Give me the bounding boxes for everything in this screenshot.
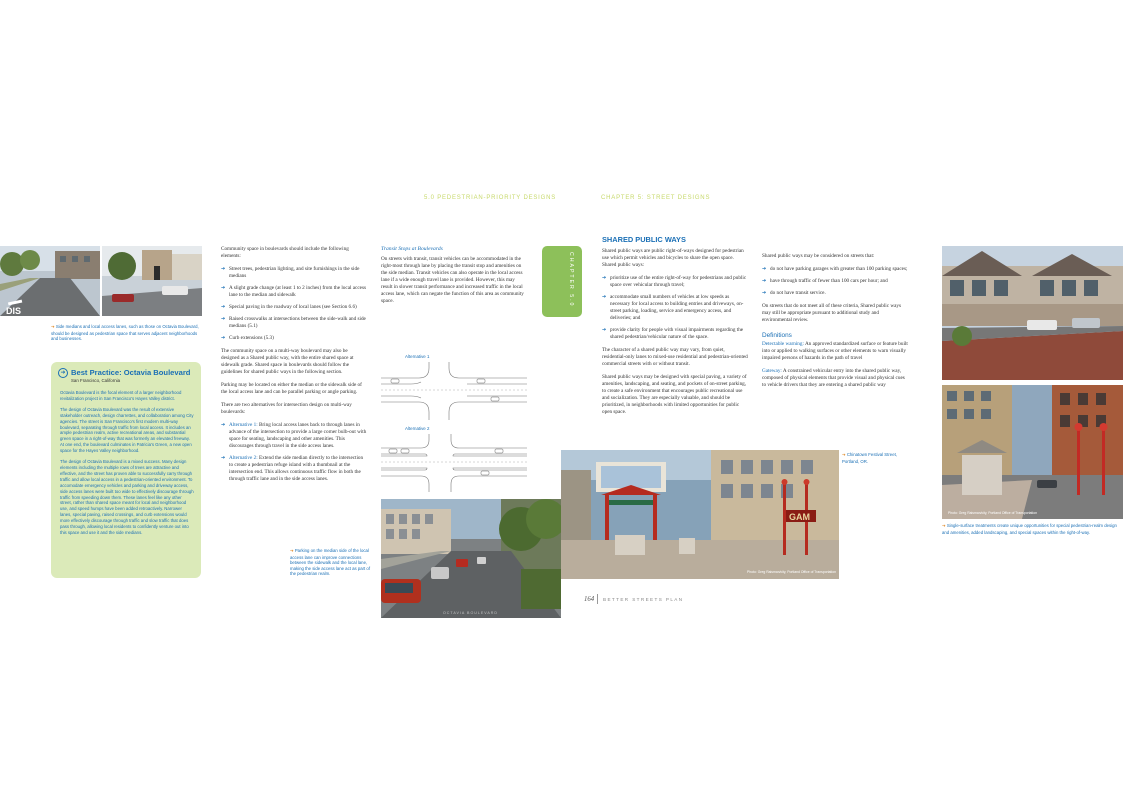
arrow-icon: ➔ xyxy=(602,327,607,333)
best-practice-paragraph-1: Octavia Boulevard is the focal element of a larger neighborhood revitalization project in San Francisco's Hayes Valley district. xyxy=(60,390,182,401)
arrow-icon: ➔ xyxy=(842,453,846,458)
arrow-icon: ➔ xyxy=(221,316,226,322)
left-caption-text: Side medians and local access lanes, such as those on Octavia Boulevard, should be designed as pedestrian space that serves adjacent neighborhoods and businesses. xyxy=(51,324,199,342)
shared-paragraph-1: Shared public ways are public right-of-ways designed for pedestrian use which permit vehicles and bicycles to share the open space. Shared public ways: xyxy=(602,248,744,268)
definition-gateway: Gateway: A constrained vehicular entry into the shared public way, composed of physical elements that provide visual and physical cues to vehicle drivers that they are entering a shared public way xyxy=(762,368,905,388)
svg-text:GAM: GAM xyxy=(789,512,810,522)
arrow-icon: ➔ xyxy=(221,335,226,341)
definition-detectable-warning: Detectable warning: An approved standardized surface or feature built into or applied to walking surfaces or other elements to warn visually impaired persons of hazards in the path of travel xyxy=(762,341,908,361)
alternatives-list xyxy=(221,422,367,483)
arrow-circle-icon: ➜ xyxy=(58,368,68,378)
arrow-icon: ➔ xyxy=(602,294,607,300)
transit-stops-column xyxy=(381,246,527,311)
list-item: ➔ Alternative 2: Extend the side median directly to the intersection to create a pedestrian refuge island with a thumbnail at the intersection end. This allows continuous traffic flow in both the through traffic lane and in the side access lanes. xyxy=(221,455,364,482)
list-item: ➔ do not have transit service. xyxy=(762,290,826,296)
parking-caption xyxy=(290,548,374,577)
page-number: 164 xyxy=(584,596,595,603)
chinatown-festival-street-photo xyxy=(561,450,839,579)
parking-caption-text: Parking on the median side of the local access lane can improve connections between the sidewalk and the local lane, making the side access lane act as part of the pedestrian realm. xyxy=(290,548,371,577)
arrow-icon: ➔ xyxy=(221,285,226,291)
intersection-diagram-2 xyxy=(381,434,527,492)
chapter-tab xyxy=(542,246,582,317)
criteria-list xyxy=(762,266,908,297)
best-practice-location: San Francisco, California xyxy=(71,378,121,383)
intersection-diagram-1 xyxy=(381,362,527,420)
chinatown-photo-credit: Photo: Greg Raisman/city, Portland Office of Transportation xyxy=(747,570,837,574)
list-item: ➔ Raised crosswalks at intersections between the side-walk and side medians (5.1) xyxy=(221,316,366,329)
svg-text:DIS: DIS xyxy=(6,306,22,316)
transit-stops-heading: Transit Stops at Boulevards xyxy=(381,246,443,252)
list-item: ➔ Special paving in the roadway of local lanes (see Section 6.6) xyxy=(221,304,357,310)
list-item: ➔ have through traffic of fewer than 100 cars per hour; and xyxy=(762,278,888,284)
col2-paragraph-2: Parking may be located on either the median or the sidewalk side of the local access lane and can be parallel parking or angle parking. xyxy=(221,382,362,395)
list-item: ➔ Alternative 1: Bring local access lanes back to through lanes in advance of the intersection to provide a large corner bulb-out with space for seating, landscaping and other amenities. This discourages through travel in the side access lanes. xyxy=(221,422,367,449)
col2-paragraph-3: There are two alternatives for intersection design on multi-way boulevards: xyxy=(221,402,352,415)
shared-paragraph-2: The character of a shared public way may vary, from quiet, residential-only lanes to mixed-use residential and pedestrian-oriented commercial streets with or without transit. xyxy=(602,347,748,367)
boulevard-street-photo xyxy=(381,499,561,618)
col2-intro: Community space in boulevards should include the following elements: xyxy=(221,246,349,259)
arrow-icon: ➔ xyxy=(290,549,294,554)
right-caption-text: Single-surface treatments create unique opportunities for special pedestrian-realm design and amenities, added landscaping, and special spaces within the right-of-way. xyxy=(942,523,1117,535)
arrow-icon: ➔ xyxy=(762,266,767,272)
chapter-tab-label: CHAPTER 5.0 xyxy=(568,252,574,308)
chinatown-caption-text: Chinatown Festival Street, Portland, OR. xyxy=(842,452,897,464)
list-item: ➔ provide clarity for people with visual impairments regarding the shared pedestrian/vehicular nature of the space. xyxy=(602,327,744,340)
shared-street-photo-1 xyxy=(942,246,1123,380)
arrow-icon: ➔ xyxy=(942,524,946,529)
best-practice-paragraph-3: The design of Octavia Boulevard is a mixed success. Many design elements including the multiple rows of trees are attractive and effective, and the street has proven able to successfully carry through traffic and allow local access in a pedestrian-oriented environment. To accomodate emergency vehicles and parking and driveway access, side access lanes were built too wide to effectively discourage through traffic from speeding down them. These lanes feel like any other street, rather than shared space meant for local and neighborhood use, and speed humps have been added retroactively. Narrower lanes, special paving, raised crossings, and curb extensions would more effectively discourage through traffic and slow traffic that does pass through, allowing local residents to confidently venture out into this space and use it and the side medians. xyxy=(60,459,194,535)
col2-paragraph-1: The community space on a multi-way boulevard may also be designed as a Shared public way, with the entire shared space at sidewalk grade. Shared space in boulevards should follow the guidelines for shared public ways in the following section. xyxy=(221,348,354,375)
street-photo-watermark: OCTAVIA BOULEVARD xyxy=(443,611,498,615)
running-header-right: CHAPTER 5: STREET DESIGNS xyxy=(601,195,711,201)
arrow-icon: ➔ xyxy=(221,455,226,461)
definitions-heading: Definitions xyxy=(762,332,792,339)
arrow-icon: ➔ xyxy=(602,275,607,281)
transit-stops-text: On streets with transit, transit vehicles can be accommodated in the right-most through lane by placing the transit stop and amenities on the side median. Transit vehicles can also operate in the local access lane if a wide enough travel lane is provided. However, this may result in slower transit performance and increased traffic in the local access lane, which can negate the function of this area as community space. xyxy=(381,256,524,304)
right-caption xyxy=(942,523,1122,535)
arrow-icon: ➔ xyxy=(51,325,55,330)
arrow-icon: ➔ xyxy=(221,422,226,428)
best-practice-title: Best Practice: Octavia Boulevard xyxy=(71,368,191,377)
right-photo-credit: Photo: Greg Raisman/city, Portland Office of Transportation xyxy=(948,511,1038,515)
footer-divider xyxy=(597,594,598,604)
list-item: ➔ accommodate small numbers of vehicles at low speeds as necessary for local access to building entries and driveways, on-street parking, loading, service and emergency access, and deliveries; and xyxy=(602,294,744,321)
list-item: ➔ do not have parking garages with greater than 100 parking spaces; xyxy=(762,266,908,272)
chinatown-caption xyxy=(842,452,902,464)
list-item: ➔ Curb extensions (5.3) xyxy=(221,335,274,341)
diagram-1-label: Alternative 1 xyxy=(405,354,430,359)
criteria-paragraph: On streets that do not meet all of these criteria, Shared public ways may still be appropriate pursuant to additional study and environmental review. xyxy=(762,303,902,323)
best-practice-body xyxy=(60,390,194,536)
best-practice-callout xyxy=(51,362,201,578)
shared-street-photo-2 xyxy=(942,385,1123,519)
footer-title: BETTER STREETS PLAN xyxy=(603,597,684,602)
community-space-list xyxy=(221,266,367,342)
boulevard-community-space-column xyxy=(221,246,367,489)
criteria-definitions-column xyxy=(762,253,908,395)
left-caption xyxy=(51,324,199,342)
diagram-2-label: Alternative 2 xyxy=(405,426,430,431)
shared-paragraph-3: Shared public ways may be designed with special paving, a variety of amenities, landscaping, and seating, and pockets of on-street parking, to create a safe environment that encourages public recreational use and socialization. They are especially valuable, and should be prioritized, in neighborhoods with limited opportunities for public open space. xyxy=(602,374,747,415)
arrow-icon: ➔ xyxy=(762,290,767,296)
list-item: ➔ A slight grade change (at least 1 to 2 inches) from the local access lane to the median and sidewalk xyxy=(221,285,366,298)
list-item: ➔ Street trees, pedestrian lighting, and site furnishings in the side medians xyxy=(221,266,360,279)
side-median-photo-1 xyxy=(0,246,100,316)
side-median-photo-2 xyxy=(102,246,202,316)
arrow-icon: ➔ xyxy=(221,304,226,310)
shared-ways-list xyxy=(602,275,748,341)
shared-public-ways-title: SHARED PUBLIC WAYS xyxy=(602,235,686,244)
criteria-intro: Shared public ways may be considered on streets that: xyxy=(762,253,875,259)
running-header-left: 5.0 PEDESTRIAN-PRIORITY DESIGNS xyxy=(424,195,557,201)
list-item: ➔ prioritize use of the entire right-of-way for pedestrians and public space over vehicular through travel; xyxy=(602,275,747,288)
arrow-icon: ➔ xyxy=(221,266,226,272)
shared-public-ways-column xyxy=(602,236,748,422)
arrow-icon: ➔ xyxy=(762,278,767,284)
best-practice-paragraph-2: The design of Octavia Boulevard was the result of extensive stakeholder outreach, design charrettes, and collaboration among City agencies. The street is San Francisco's first modern multi-way boulevard, separating through traffic from local access. It includes an ample pedestrian realm, active recreational areas, and substantial green space in a right-of-way that was formerly an elevated freeway. At one end, the boulevard culminates in Patricia's Green, a new open space for the Hayes Valley neighborhood. xyxy=(60,406,194,454)
